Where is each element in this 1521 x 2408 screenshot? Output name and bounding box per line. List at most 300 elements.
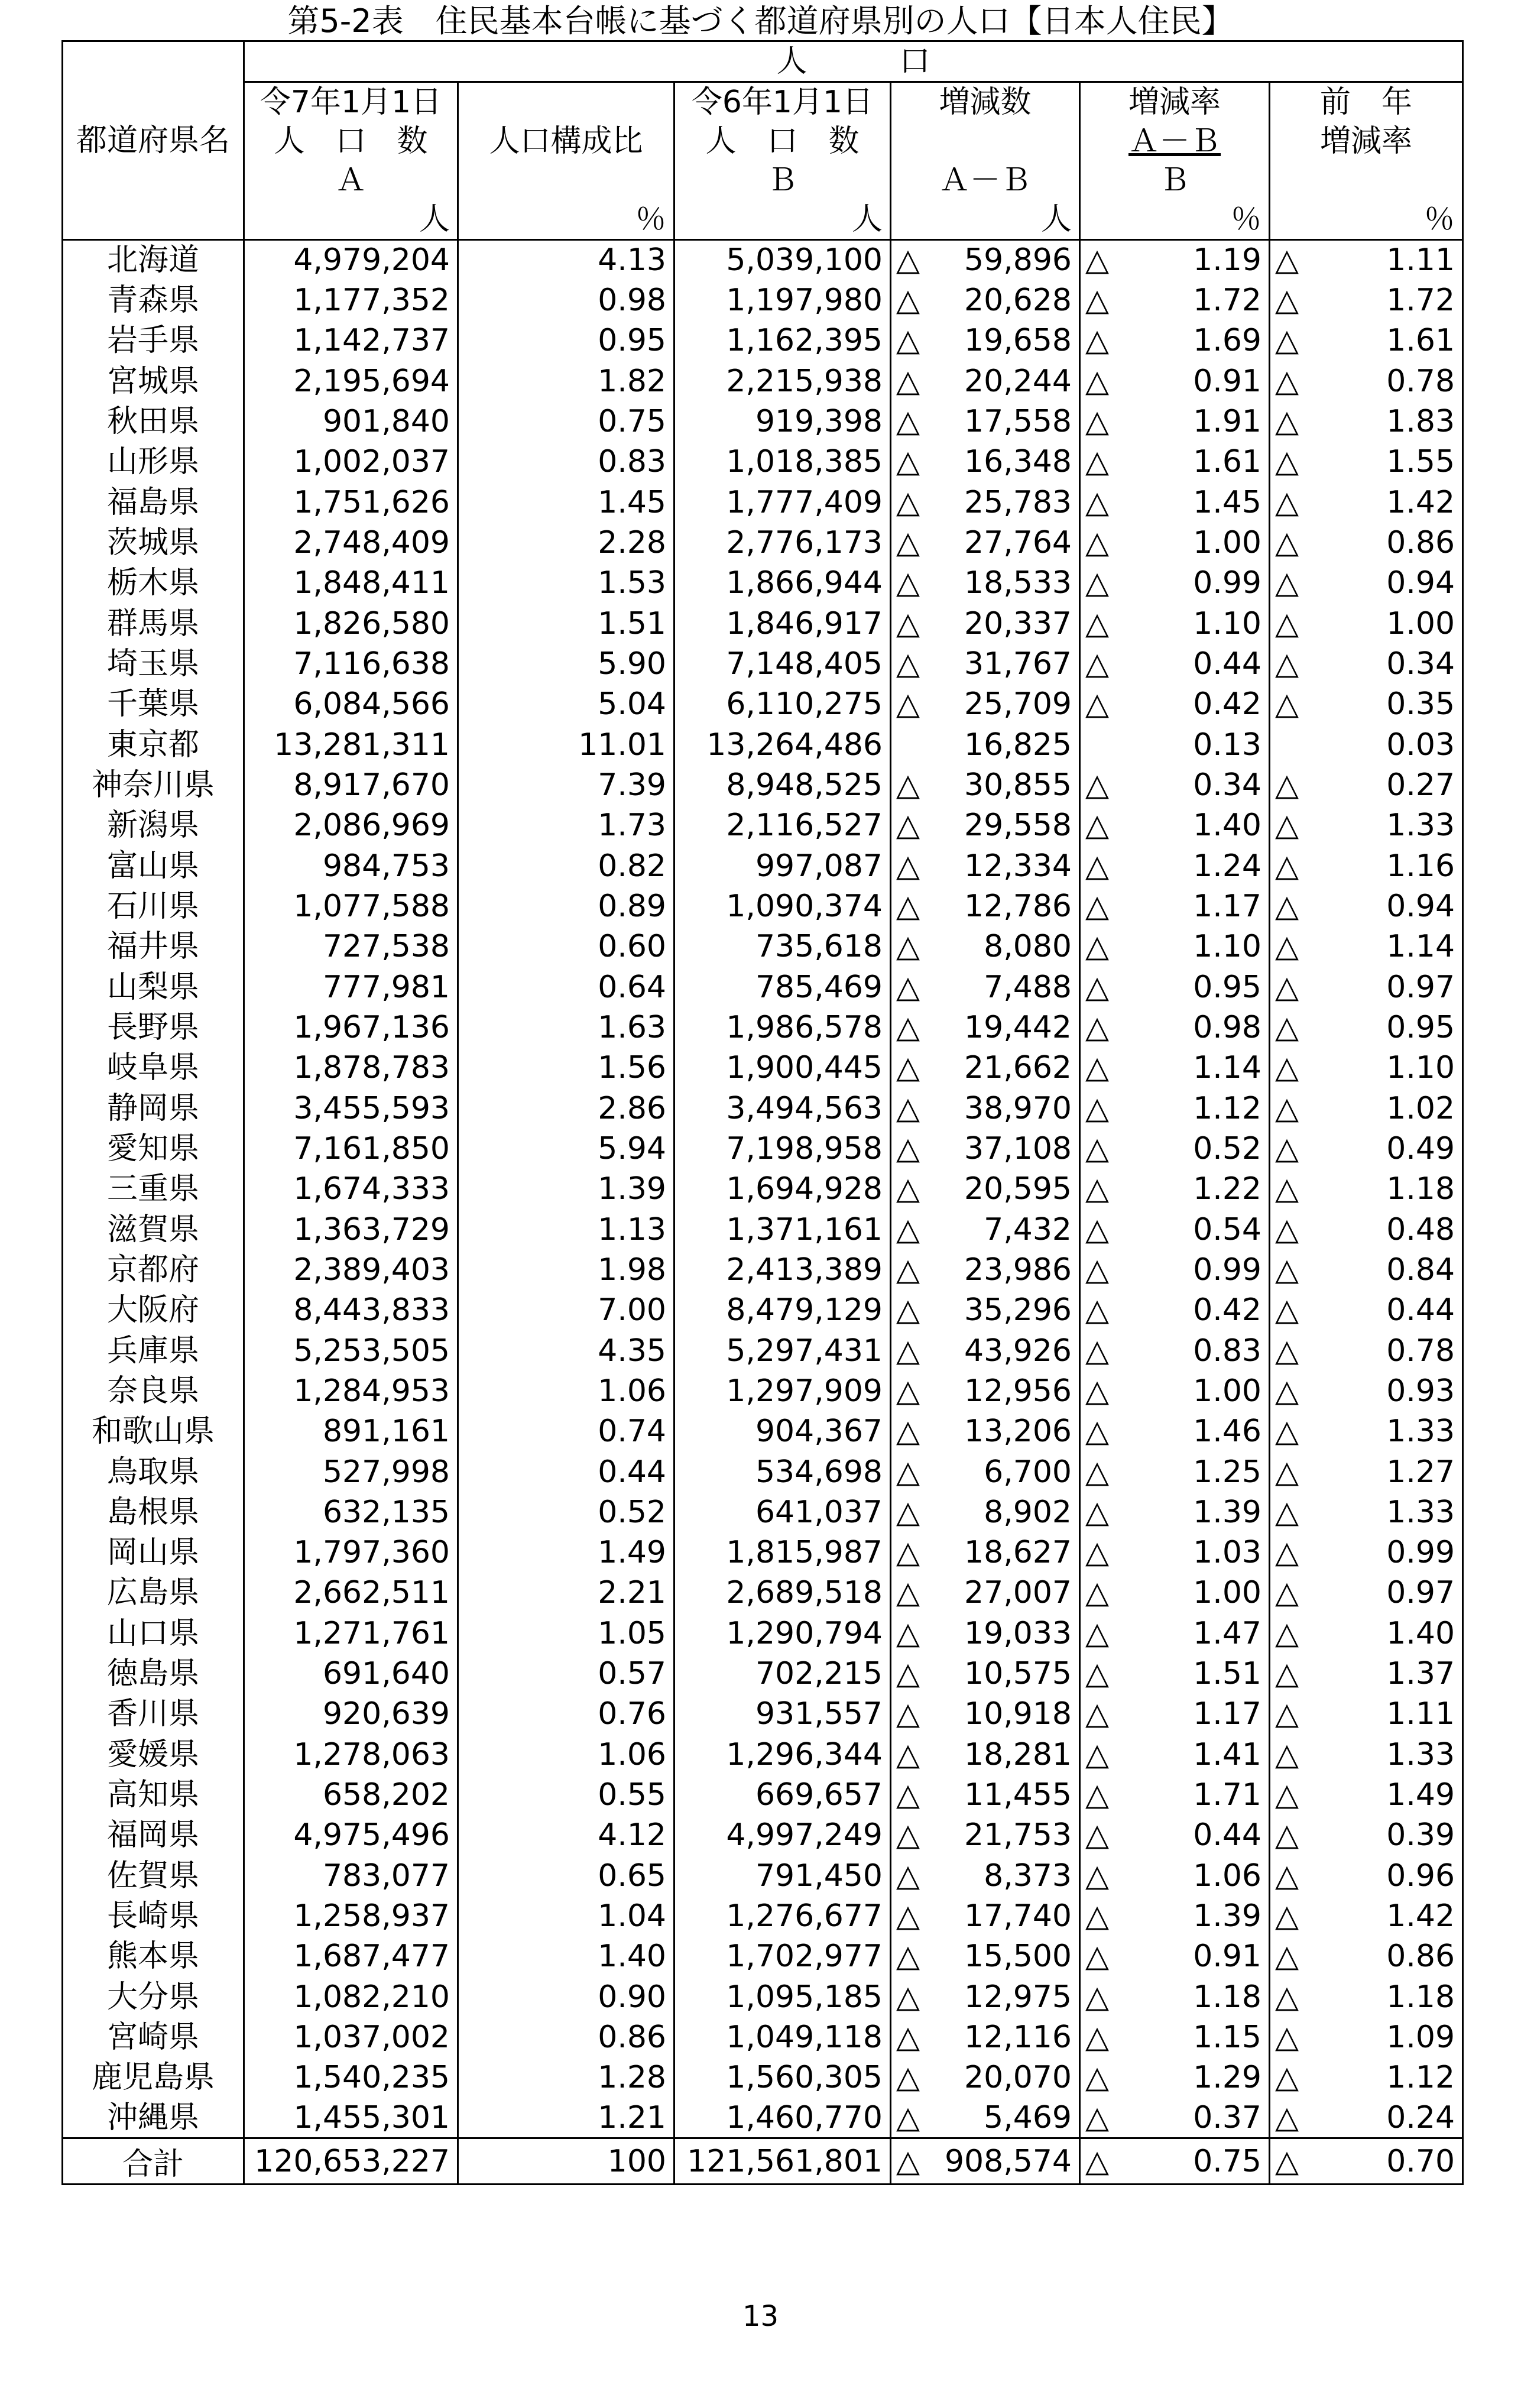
diff-value: 25,783 <box>926 482 1080 522</box>
population-b: 1,986,578 <box>674 1007 891 1048</box>
table-row <box>63 926 1463 967</box>
rate-value: 1.39 <box>1115 1896 1270 1936</box>
prefecture-name: 茨城県 <box>63 523 244 563</box>
diff-negative-marker: △ <box>896 888 920 924</box>
prefecture-name: 静岡県 <box>63 1088 244 1128</box>
prev-rate-value: 0.94 <box>1305 563 1463 603</box>
table-row <box>63 1613 1463 1654</box>
diff-value: 17,558 <box>926 401 1080 442</box>
prev-negative-marker: △ <box>1275 888 1299 924</box>
population-b: 735,618 <box>674 926 891 967</box>
population-b: 1,162,395 <box>674 320 891 361</box>
table-row <box>63 1775 1463 1815</box>
table-row <box>63 1088 1463 1128</box>
diff-value: 19,658 <box>926 320 1080 361</box>
prev-negative-marker <box>1270 724 1305 764</box>
population-ratio: 7.39 <box>458 765 674 805</box>
table-row <box>63 1573 1463 1613</box>
prefecture-name: 広島県 <box>63 1573 244 1613</box>
diff-negative-marker: △ <box>896 646 920 682</box>
diff-value: 20,337 <box>926 603 1080 643</box>
prev-negative-marker: △ <box>1275 524 1299 560</box>
diff-value: 19,033 <box>926 1613 1080 1654</box>
table-row <box>63 1451 1463 1492</box>
rate-value: 1.00 <box>1115 1573 1270 1613</box>
header-prev-line2: 増減率 <box>1270 122 1463 161</box>
population-a: 658,202 <box>244 1775 458 1815</box>
diff-value: 29,558 <box>926 805 1080 845</box>
prefecture-name: 大分県 <box>63 1977 244 2017</box>
rate-value: 1.00 <box>1115 1371 1270 1411</box>
rate-negative-marker: △ <box>1085 363 1109 399</box>
prev-rate-value: 1.49 <box>1305 1775 1463 1815</box>
population-b: 7,198,958 <box>674 1129 891 1169</box>
table-row <box>63 967 1463 1007</box>
prev-rate-value: 0.95 <box>1305 1007 1463 1048</box>
population-a: 1,002,037 <box>244 442 458 482</box>
population-b: 1,090,374 <box>674 886 891 926</box>
rate-negative-marker: △ <box>1085 282 1109 318</box>
header-colA-line1: 令7年1月1日 <box>244 82 458 122</box>
diff-value: 16,825 <box>926 724 1080 764</box>
prefecture-name: 長野県 <box>63 1007 244 1048</box>
table-row <box>63 1290 1463 1330</box>
population-a: 901,840 <box>244 401 458 442</box>
diff-value: 12,956 <box>926 1371 1080 1411</box>
diff-value: 7,432 <box>926 1209 1080 1249</box>
population-ratio: 5.04 <box>458 684 674 724</box>
population-a: 1,751,626 <box>244 482 458 522</box>
rate-negative-marker: △ <box>1085 848 1109 884</box>
diff-value: 27,764 <box>926 523 1080 563</box>
rate-value: 1.46 <box>1115 1411 1270 1451</box>
population-b: 1,900,445 <box>674 1048 891 1088</box>
rate-negative-marker: △ <box>1085 484 1109 520</box>
population-ratio: 4.12 <box>458 1815 674 1855</box>
prev-negative-marker: △ <box>1275 1414 1299 1450</box>
prev-negative-marker: △ <box>1275 808 1299 844</box>
rate-negative-marker: △ <box>1085 767 1109 803</box>
prev-negative-marker: △ <box>1275 767 1299 803</box>
population-a: 1,278,063 <box>244 1735 458 1775</box>
population-ratio: 1.82 <box>458 361 674 401</box>
population-b: 1,276,677 <box>674 1896 891 1936</box>
table-row <box>63 401 1463 442</box>
diff-negative-marker: △ <box>896 808 920 844</box>
prefecture-name: 長崎県 <box>63 1896 244 1936</box>
population-ratio: 1.04 <box>458 1896 674 1936</box>
prefecture-name: 大阪府 <box>63 1290 244 1330</box>
population-a: 8,917,670 <box>244 765 458 805</box>
prefecture-name: 秋田県 <box>63 401 244 442</box>
rate-negative-marker: △ <box>1085 929 1109 965</box>
population-ratio: 1.40 <box>458 1936 674 1976</box>
header-prefecture <box>63 41 244 240</box>
prefecture-name: 北海道 <box>63 240 244 280</box>
header-diff-line2 <box>891 122 1080 161</box>
diff-value: 20,070 <box>926 2057 1080 2098</box>
prev-negative-marker: △ <box>1275 605 1299 641</box>
population-a: 783,077 <box>244 1856 458 1896</box>
diff-value: 19,442 <box>926 1007 1080 1048</box>
population-a: 1,271,761 <box>244 1613 458 1654</box>
diff-negative-marker: △ <box>896 1090 920 1126</box>
page-number: 13 <box>742 2300 779 2333</box>
prev-negative-marker: △ <box>1275 1494 1299 1530</box>
diff-negative-marker: △ <box>896 1736 920 1772</box>
population-ratio: 7.00 <box>458 1290 674 1330</box>
diff-value: 20,628 <box>926 280 1080 320</box>
prev-negative-marker: △ <box>1275 1656 1299 1692</box>
table-row <box>63 2017 1463 2057</box>
rate-value: 1.41 <box>1115 1735 1270 1775</box>
population-b: 1,371,161 <box>674 1209 891 1249</box>
rate-negative-marker: △ <box>1085 686 1109 722</box>
rate-negative-marker: △ <box>1085 1696 1109 1732</box>
population-a: 920,639 <box>244 1694 458 1734</box>
prev-rate-value: 0.97 <box>1305 967 1463 1007</box>
diff-negative-marker: △ <box>896 242 920 278</box>
diff-negative-marker: △ <box>891 2138 926 2185</box>
rate-value: 0.75 <box>1115 2138 1270 2185</box>
prefecture-name: 福島県 <box>63 482 244 522</box>
prefecture-name: 島根県 <box>63 1492 244 1532</box>
diff-negative-marker: △ <box>896 1050 920 1086</box>
rate-value: 0.91 <box>1115 361 1270 401</box>
total-row <box>63 2138 1463 2185</box>
table-row <box>63 1492 1463 1532</box>
prefecture-name: 埼玉県 <box>63 644 244 684</box>
prev-negative-marker: △ <box>1275 1696 1299 1732</box>
prev-negative-marker: △ <box>1275 1373 1299 1409</box>
table-row <box>63 765 1463 805</box>
diff-negative-marker: △ <box>896 2060 920 2096</box>
diff-value: 8,373 <box>926 1856 1080 1896</box>
diff-negative-marker: △ <box>896 1777 920 1813</box>
population-a: 7,161,850 <box>244 1129 458 1169</box>
diff-negative-marker: △ <box>896 848 920 884</box>
unit-diff: 人 <box>891 200 1080 240</box>
prev-negative-marker: △ <box>1275 2100 1299 2135</box>
rate-value: 1.17 <box>1115 1694 1270 1734</box>
diff-value: 17,740 <box>926 1896 1080 1936</box>
unit-rate: ％ <box>1080 200 1270 240</box>
prev-rate-value: 1.00 <box>1305 603 1463 643</box>
diff-negative-marker: △ <box>896 1615 920 1651</box>
population-ratio: 1.56 <box>458 1048 674 1088</box>
diff-negative-marker: △ <box>896 686 920 722</box>
rate-value: 0.54 <box>1115 1209 1270 1249</box>
population-ratio: 11.01 <box>458 724 674 764</box>
rate-negative-marker: △ <box>1085 1656 1109 1692</box>
population-a: 1,037,002 <box>244 2017 458 2057</box>
rate-value: 1.61 <box>1115 442 1270 482</box>
prefecture-name: 新潟県 <box>63 805 244 845</box>
population-a: 1,826,580 <box>244 603 458 643</box>
rate-negative-marker: △ <box>1085 808 1109 844</box>
prev-rate-value: 1.37 <box>1305 1654 1463 1694</box>
population-a: 1,363,729 <box>244 1209 458 1249</box>
population-b: 785,469 <box>674 967 891 1007</box>
prefecture-name: 沖縄県 <box>63 2098 244 2138</box>
prev-negative-marker: △ <box>1275 848 1299 884</box>
rate-negative-marker: △ <box>1085 1090 1109 1126</box>
population-b: 1,460,770 <box>674 2098 891 2138</box>
prev-rate-value: 1.09 <box>1305 2017 1463 2057</box>
header-group-population: 人 口 <box>244 41 1463 82</box>
population-a: 1,082,210 <box>244 1977 458 2017</box>
population-a: 1,455,301 <box>244 2098 458 2138</box>
population-b: 1,296,344 <box>674 1735 891 1775</box>
population-a: 6,084,566 <box>244 684 458 724</box>
population-ratio: 0.44 <box>458 1451 674 1492</box>
rate-negative-marker: △ <box>1085 2020 1109 2056</box>
prefecture-name: 鹿児島県 <box>63 2057 244 2098</box>
rate-value: 1.06 <box>1115 1856 1270 1896</box>
prefecture-name: 宮崎県 <box>63 2017 244 2057</box>
prev-negative-marker: △ <box>1275 1009 1299 1045</box>
rate-value: 0.99 <box>1115 563 1270 603</box>
header-prev-line1: 前 年 <box>1270 82 1463 122</box>
population-b: 3,494,563 <box>674 1088 891 1128</box>
population-a: 13,281,311 <box>244 724 458 764</box>
prev-rate-value: 0.39 <box>1305 1815 1463 1855</box>
prev-negative-marker: △ <box>1275 1454 1299 1490</box>
rate-negative-marker: △ <box>1080 2138 1115 2185</box>
diff-negative-marker: △ <box>896 1414 920 1450</box>
rate-negative-marker: △ <box>1085 1575 1109 1611</box>
table-row <box>63 1856 1463 1896</box>
diff-value: 25,709 <box>926 684 1080 724</box>
population-ratio: 1.49 <box>458 1532 674 1573</box>
diff-value: 11,455 <box>926 1775 1080 1815</box>
prev-rate-value: 0.94 <box>1305 886 1463 926</box>
population-ratio: 1.73 <box>458 805 674 845</box>
prev-negative-marker: △ <box>1275 686 1299 722</box>
unit-prev: ％ <box>1270 200 1463 240</box>
diff-value: 12,786 <box>926 886 1080 926</box>
table-row <box>63 482 1463 522</box>
table-row <box>63 845 1463 886</box>
diff-negative-marker: △ <box>896 1252 920 1288</box>
rate-negative-marker: △ <box>1085 1736 1109 1772</box>
prev-negative-marker: △ <box>1275 1615 1299 1651</box>
prev-negative-marker: △ <box>1275 1050 1299 1086</box>
population-b: 13,264,486 <box>674 724 891 764</box>
table-row <box>63 1896 1463 1936</box>
rate-negative-marker: △ <box>1085 323 1109 359</box>
table-footer <box>63 2138 1463 2185</box>
population-a: 891,161 <box>244 1411 458 1451</box>
prefecture-name: 岐阜県 <box>63 1048 244 1088</box>
population-b: 641,037 <box>674 1492 891 1532</box>
rate-value: 1.03 <box>1115 1532 1270 1573</box>
prefecture-name: 神奈川県 <box>63 765 244 805</box>
prefecture-name: 高知県 <box>63 1775 244 1815</box>
population-ratio: 0.76 <box>458 1694 674 1734</box>
population-b: 2,413,389 <box>674 1250 891 1290</box>
prev-rate-value: 1.33 <box>1305 1411 1463 1451</box>
rate-negative-marker: △ <box>1085 1858 1109 1894</box>
header-prefecture-label: 都道府県名 <box>76 122 230 158</box>
header-prev-line3 <box>1270 161 1463 200</box>
diff-negative-marker: △ <box>896 1575 920 1611</box>
prefecture-name: 滋賀県 <box>63 1209 244 1249</box>
diff-value: 18,281 <box>926 1735 1080 1775</box>
population-b: 791,450 <box>674 1856 891 1896</box>
diff-value: 7,488 <box>926 967 1080 1007</box>
population-a: 8,443,833 <box>244 1290 458 1330</box>
rate-value: 0.91 <box>1115 1936 1270 1976</box>
prev-negative-marker: △ <box>1275 929 1299 965</box>
population-ratio: 1.39 <box>458 1169 674 1209</box>
prefecture-name: 福井県 <box>63 926 244 967</box>
prev-rate-value: 1.27 <box>1305 1451 1463 1492</box>
population-b: 1,197,980 <box>674 280 891 320</box>
prev-rate-value: 0.78 <box>1305 1330 1463 1370</box>
population-b: 1,702,977 <box>674 1936 891 1976</box>
population-ratio: 4.35 <box>458 1330 674 1370</box>
population-b: 5,039,100 <box>674 240 891 280</box>
header-colB-line1: 令6年1月1日 <box>674 82 891 122</box>
rate-negative-marker: △ <box>1085 1494 1109 1530</box>
prev-rate-value: 0.44 <box>1305 1290 1463 1330</box>
prev-negative-marker: △ <box>1275 1292 1299 1328</box>
rate-value: 0.37 <box>1115 2098 1270 2138</box>
rate-value: 1.51 <box>1115 1654 1270 1694</box>
header-rate-line3: Ｂ <box>1080 161 1270 200</box>
prefecture-name: 徳島県 <box>63 1654 244 1694</box>
prev-negative-marker: △ <box>1275 1939 1299 1975</box>
population-ratio: 0.52 <box>458 1492 674 1532</box>
population-ratio: 0.90 <box>458 1977 674 2017</box>
diff-negative-marker: △ <box>896 1898 920 1934</box>
population-ratio: 1.06 <box>458 1735 674 1775</box>
rate-value: 1.00 <box>1115 523 1270 563</box>
diff-value: 15,500 <box>926 1936 1080 1976</box>
prefecture-name: 岡山県 <box>63 1532 244 1573</box>
diff-value: 18,627 <box>926 1532 1080 1573</box>
table-row <box>63 1250 1463 1290</box>
population-a: 5,253,505 <box>244 1330 458 1370</box>
diff-negative-marker: △ <box>896 565 920 601</box>
prev-negative-marker: △ <box>1270 2138 1305 2185</box>
rate-value: 0.99 <box>1115 1250 1270 1290</box>
prev-negative-marker: △ <box>1275 969 1299 1005</box>
rate-negative-marker: △ <box>1085 888 1109 924</box>
population-b: 2,776,173 <box>674 523 891 563</box>
table-row <box>63 1654 1463 1694</box>
diff-negative-marker: △ <box>896 2020 920 2056</box>
diff-negative-marker: △ <box>896 1939 920 1975</box>
population-ratio: 0.55 <box>458 1775 674 1815</box>
diff-value: 8,080 <box>926 926 1080 967</box>
population-b: 2,116,527 <box>674 805 891 845</box>
header-ratio: 人口構成比 <box>458 82 674 200</box>
header-rate-line2 <box>1080 122 1270 161</box>
prev-rate-value: 1.33 <box>1305 1735 1463 1775</box>
diff-negative-marker: △ <box>896 1009 920 1045</box>
population-a: 1,797,360 <box>244 1532 458 1573</box>
rate-value: 0.13 <box>1115 724 1270 764</box>
population-table <box>61 40 1464 2185</box>
population-b: 669,657 <box>674 1775 891 1815</box>
diff-negative-marker: △ <box>896 969 920 1005</box>
population-b: 1,777,409 <box>674 482 891 522</box>
table-row <box>63 1129 1463 1169</box>
population-a: 1,077,588 <box>244 886 458 926</box>
table-row <box>63 805 1463 845</box>
population-ratio: 0.57 <box>458 1654 674 1694</box>
diff-value: 13,206 <box>926 1411 1080 1451</box>
header-colA-line3: Ａ <box>244 161 458 200</box>
rate-negative-marker: △ <box>1085 444 1109 480</box>
prev-rate-value: 1.11 <box>1305 1694 1463 1734</box>
diff-value: 59,896 <box>926 240 1080 280</box>
population-a: 3,455,593 <box>244 1088 458 1128</box>
header-diff-line1: 増減数 <box>891 82 1080 122</box>
table-row <box>63 1007 1463 1048</box>
table-row <box>63 240 1463 280</box>
table-row <box>63 1048 1463 1088</box>
prev-negative-marker: △ <box>1275 444 1299 480</box>
population-ratio: 1.53 <box>458 563 674 603</box>
diff-negative-marker <box>891 724 926 764</box>
population-a: 1,967,136 <box>244 1007 458 1048</box>
rate-negative-marker: △ <box>1085 1130 1109 1166</box>
table-row <box>63 361 1463 401</box>
rate-negative-marker: △ <box>1085 565 1109 601</box>
prev-negative-marker: △ <box>1275 1898 1299 1934</box>
population-ratio: 1.13 <box>458 1209 674 1249</box>
diff-negative-marker: △ <box>896 484 920 520</box>
population-a: 777,981 <box>244 967 458 1007</box>
population-ratio: 1.06 <box>458 1371 674 1411</box>
population-b: 2,689,518 <box>674 1573 891 1613</box>
diff-value: 30,855 <box>926 765 1080 805</box>
population-ratio: 0.82 <box>458 845 674 886</box>
population-a: 1,177,352 <box>244 280 458 320</box>
rate-value: 1.19 <box>1115 240 1270 280</box>
population-a: 4,975,496 <box>244 1815 458 1855</box>
diff-value: 10,918 <box>926 1694 1080 1734</box>
population-a: 1,674,333 <box>244 1169 458 1209</box>
population-b: 997,087 <box>674 845 891 886</box>
rate-negative-marker: △ <box>1085 1373 1109 1409</box>
rate-negative-marker: △ <box>1085 1777 1109 1813</box>
population-ratio: 1.28 <box>458 2057 674 2098</box>
diff-negative-marker: △ <box>896 1979 920 2015</box>
prev-negative-marker: △ <box>1275 323 1299 359</box>
rate-value: 1.12 <box>1115 1088 1270 1128</box>
population-ratio: 0.75 <box>458 401 674 442</box>
rate-value: 0.42 <box>1115 684 1270 724</box>
table-row <box>63 1371 1463 1411</box>
prev-negative-marker: △ <box>1275 363 1299 399</box>
prev-rate-value: 1.18 <box>1305 1169 1463 1209</box>
prefecture-name: 愛知県 <box>63 1129 244 1169</box>
population-b: 5,297,431 <box>674 1330 891 1370</box>
prefecture-name: 愛媛県 <box>63 1735 244 1775</box>
prefecture-name: 合計 <box>63 2138 244 2185</box>
prefecture-name: 香川県 <box>63 1694 244 1734</box>
rate-negative-marker: △ <box>1085 1333 1109 1369</box>
diff-negative-marker: △ <box>896 1130 920 1166</box>
population-ratio: 5.90 <box>458 644 674 684</box>
prev-rate-value: 1.61 <box>1305 320 1463 361</box>
prev-negative-marker: △ <box>1275 1979 1299 2015</box>
rate-negative-marker: △ <box>1085 1939 1109 1975</box>
